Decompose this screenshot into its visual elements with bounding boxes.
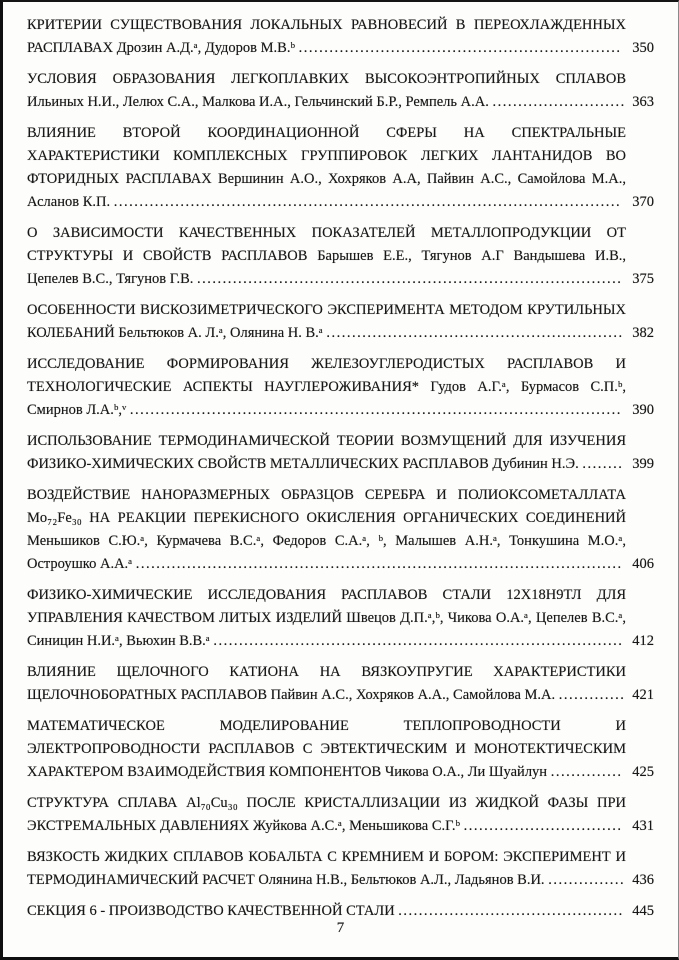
entry-page-number: 406 <box>632 556 654 572</box>
entry-page-number: 363 <box>632 94 654 110</box>
dot-leader: .......................... <box>492 94 626 110</box>
toc-entry <box>27 661 654 707</box>
entry-title: УСЛОВИЯ ОБРАЗОВАНИЯ ЛЕГКОПЛАВКИХ ВЫСОКОЭНТРОПИЙНЫХ СПЛАВОВ <box>27 71 626 87</box>
dot-leader: ................................................................................................... <box>113 194 622 210</box>
dot-leader: ............................................................... <box>298 40 622 56</box>
entry-page-number: 412 <box>632 633 654 649</box>
entry-title: ФИЗИКО-ХИМИЧЕСКИЕ ИССЛЕДОВАНИЯ РАСПЛАВОВ СТАЛИ 12Х18Н9ТЛ ДЛЯ УПРАВЛЕНИЯ КАЧЕСТВОМ ЛИТЫХ ИЗДЕЛИЙ <box>27 587 626 626</box>
entry-authors: Швецов Д.П.ᵃ,ᵇ, Чикова О.А.ᵃ, Цепелев В.С.ᵃ, Синицин Н.И.ᵃ, Вьюхин В.В.ᵃ <box>27 610 626 649</box>
entry-page-number: 425 <box>632 764 654 780</box>
dot-leader: ................................................................................ <box>213 633 624 649</box>
entry-page-number: 445 <box>632 903 654 919</box>
dot-leader: ............................... <box>463 818 623 834</box>
entry-authors: Жуйкова А.С.ᵃ, Меньшикова С.Г.ᵇ <box>252 818 461 834</box>
entry-authors: Олянина Н.В., Бельтюков А.Л., Ладьянов В.И. <box>258 872 545 888</box>
toc-entry <box>27 222 654 291</box>
entry-page-number: 350 <box>632 40 654 56</box>
entry-title: ОСОБЕННОСТИ ВИСКОЗИМЕТРИЧЕСКОГО ЭКСПЕРИМЕНТА МЕТОДОМ КРУТИЛЬНЫХ КОЛЕБАНИЙ <box>27 302 626 341</box>
entry-authors: Дрозин А.Д.ᵃ, Дудоров М.В.ᵇ <box>116 40 295 56</box>
dot-leader: .............. <box>550 764 623 780</box>
entry-title: МАТЕМАТИЧЕСКОЕ МОДЕЛИРОВАНИЕ ТЕПЛОПРОВОДНОСТИ И ЭЛЕКТРОПРОВОДНОСТИ РАСПЛАВОВ С ЭВТЕКТИЧЕСКИМ И МОНОТЕКТИЧЕСКИМ ХАРАКТЕРОМ ВЗАИМОДЕЙСТВИЯ КОМПОНЕНТОВ <box>27 718 626 780</box>
dot-leader: ................................................................................... <box>197 271 623 287</box>
entry-title: О ЗАВИСИМОСТИ КАЧЕСТВЕННЫХ ПОКАЗАТЕЛЕЙ МЕТАЛЛОПРОДУКЦИИ ОТ СТРУКТУРЫ И СВОЙСТВ РАСПЛАВОВ <box>27 225 626 264</box>
entry-page-number: 436 <box>632 872 654 888</box>
entry-page-number: 421 <box>632 687 654 703</box>
dot-leader: ........ <box>582 456 624 472</box>
toc-entry <box>27 792 654 838</box>
toc-entry <box>27 584 654 653</box>
entry-page-number: 375 <box>632 271 654 287</box>
page-footer <box>3 920 678 937</box>
toc-entry <box>27 14 654 60</box>
table-of-contents <box>27 14 654 923</box>
entry-page-number: 431 <box>632 818 654 834</box>
entry-title: ВЯЗКОСТЬ ЖИДКИХ СПЛАВОВ КОБАЛЬТА С КРЕМНИЕМ И БОРОМ: ЭКСПЕРИМЕНТ И ТЕРМОДИНАМИЧЕСКИЙ РАСЧЕТ <box>27 849 626 888</box>
entry-title: ИСПОЛЬЗОВАНИЕ ТЕРМОДИНАМИЧЕСКОЙ ТЕОРИИ ВОЗМУЩЕНИЙ ДЛЯ ИЗУЧЕНИЯ ФИЗИКО-ХИМИЧЕСКИХ СВОЙСТВ МЕТАЛЛИЧЕСКИХ РАСПЛАВОВ <box>27 433 626 472</box>
entry-page-number: 399 <box>632 456 654 472</box>
dot-leader: ............... <box>548 872 626 888</box>
toc-entry <box>27 484 654 576</box>
toc-entry <box>27 68 654 114</box>
page-number: 7 <box>336 920 345 936</box>
dot-leader: ............. <box>558 687 626 703</box>
entry-authors: Меньшиков С.Ю.ᵃ, Курмачева В.С.ᵃ, Федоров С.А.ᵃ, ᵇ, Малышев А.Н.ᵃ, Тонкушина М.О.ᵃ, Остроушко А.А.ᵃ <box>27 533 626 572</box>
entry-authors: Ильиных Н.И., Лелюх С.А., Малкова И.А., Гельчинский Б.Р., Ремпель А.А. <box>27 94 489 110</box>
dot-leader: ................................................................................................ <box>129 402 622 418</box>
entry-title: СЕКЦИЯ 6 - ПРОИЗВОДСТВО КАЧЕСТВЕННОЙ СТАЛИ <box>27 903 395 919</box>
entry-authors: Гудов А.Г.ᵃ, Бурмасов С.П.ᵇ, Смирнов Л.А.ᵇ,ᵛ <box>27 379 626 418</box>
toc-entry <box>27 122 654 214</box>
entry-authors: Пайвин А.С., Хохряков А.А., Самойлова М.А. <box>270 687 556 703</box>
entry-page-number: 390 <box>632 402 654 418</box>
entry-title: ВЛИЯНИЕ ЩЕЛОЧНОГО КАТИОНА НА ВЯЗКОУПРУГИЕ ХАРАКТЕРИСТИКИ ЩЕЛОЧНОБОРАТНЫХ РАСПЛАВОВ <box>27 664 626 703</box>
dot-leader: .......................................................... <box>326 325 624 341</box>
entry-page-number: 382 <box>632 325 654 341</box>
toc-entry <box>27 353 654 422</box>
entry-title: ВЛИЯНИЕ ВТОРОЙ КООРДИНАЦИОННОЙ СФЕРЫ НА СПЕКТРАЛЬНЫЕ ХАРАКТЕРИСТИКИ КОМПЛЕКСНЫХ ГРУППИРОВОК ЛЕГКИХ ЛАНТАНИДОВ ВО ФТОРИДНЫХ РАСПЛАВАХ <box>27 125 626 187</box>
entry-authors: Вершинин А.О., Хохряков А.А, Пайвин А.С., Самойлова М.А., Асланов К.П. <box>27 171 627 210</box>
entry-title: КРИТЕРИИ СУЩЕСТВОВАНИЯ ЛОКАЛЬНЫХ РАВНОВЕСИЙ В ПЕРЕОХЛАЖДЕННЫХ РАСПЛАВАХ <box>27 17 626 56</box>
entry-authors: Бельтюков А. Л.ᵃ, Олянина Н. В.ᵃ <box>118 325 323 341</box>
toc-entry <box>27 430 654 476</box>
entry-title: ВОЗДЕЙСТВИЕ НАНОРАЗМЕРНЫХ ОБРАЗЦОВ СЕРЕБРА И ПОЛИОКСОМЕТАЛЛАТА Mo₇₂Fe₃₀ НА РЕАКЦИИ ПЕРЕКИСНОГО ОКИСЛЕНИЯ ОРГАНИЧЕСКИХ СОЕДИНЕНИЙ <box>27 487 626 526</box>
toc-entry <box>27 846 654 892</box>
entry-title: СТРУКТУРА СПЛАВА Al₇₀Cu₃₀ ПОСЛЕ КРИСТАЛЛИЗАЦИИ ИЗ ЖИДКОЙ ФАЗЫ ПРИ ЭКСТРЕМАЛЬНЫХ ДАВЛЕНИЯХ <box>27 795 626 834</box>
toc-entry <box>27 299 654 345</box>
toc-entry <box>27 715 654 784</box>
entry-title: ИССЛЕДОВАНИЕ ФОРМИРОВАНИЯ ЖЕЛЕЗОУГЛЕРОДИСТЫХ РАСПЛАВОВ И ТЕХНОЛОГИЧЕСКИЕ АСПЕКТЫ НАУГЛЕРОЖИВАНИЯ* <box>27 356 626 395</box>
dot-leader: ............................................ <box>398 903 624 919</box>
entry-page-number: 370 <box>632 194 654 210</box>
entry-authors: Дубинин Н.Э. <box>492 456 579 472</box>
dot-leader: ............................................................................................... <box>135 556 623 572</box>
entry-authors: Чикова О.А., Ли Шуайлун <box>384 764 548 780</box>
entry-authors: Барышев Е.Е., Тягунов А.Г Вандышева И.В., Цепелев В.С., Тягунов Г.В. <box>27 248 626 287</box>
